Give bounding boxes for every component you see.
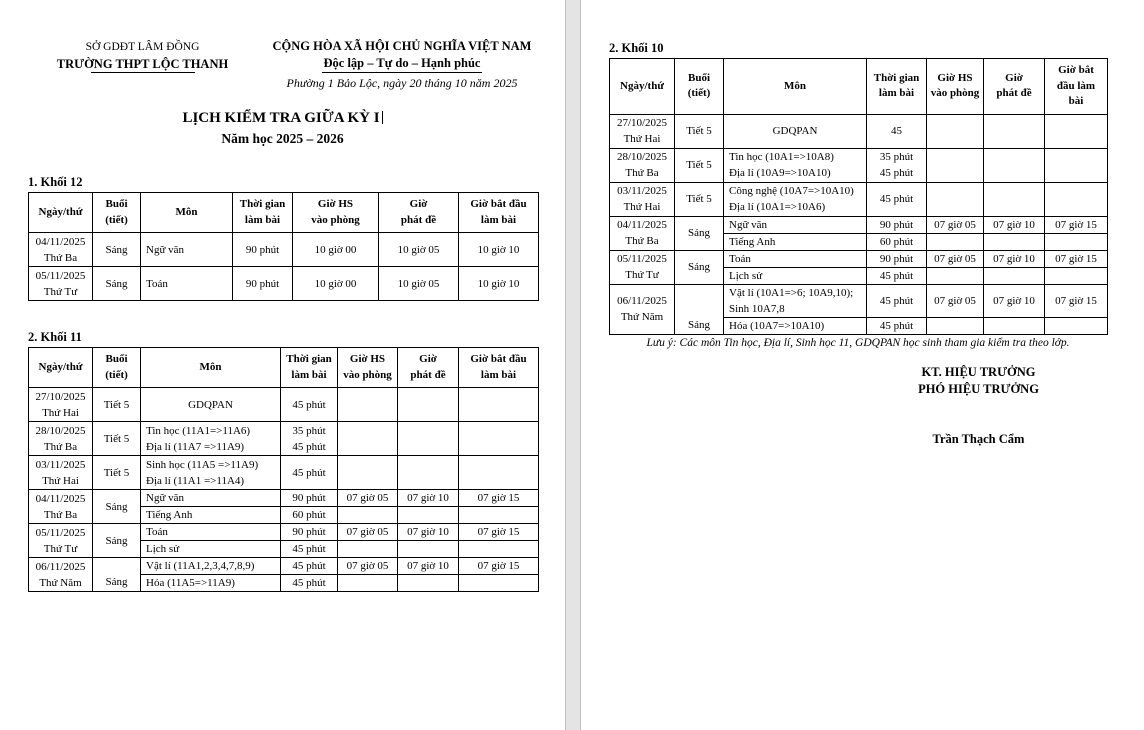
cell-session: Tiết 5 (675, 148, 724, 182)
cell-entry-time (338, 456, 398, 490)
cell-subject: Toán (141, 524, 281, 541)
column-header: Giờ HS vào phòng (927, 59, 984, 115)
cell-session: Sáng (93, 490, 141, 524)
cell-entry-time: 07 giờ 05 (338, 490, 398, 507)
cell-entry-time (338, 541, 398, 558)
cell-start-time (459, 422, 539, 456)
cell-session: Tiết 5 (675, 114, 724, 148)
cell-subject: GDQPAN (141, 388, 281, 422)
cell-date: 03/11/2025 Thứ Hai (29, 456, 93, 490)
cell-start-time (459, 388, 539, 422)
column-header: Giờ bắt đầu làm bài (459, 193, 539, 233)
cell-date: 04/11/2025 Thứ Ba (29, 233, 93, 267)
cell-subject: Hóa (11A5=>11A9) (141, 575, 281, 592)
cell-subject: Vật lí (10A1=>6; 10A9,10); Sinh 10A7,8 (724, 284, 867, 317)
cell-handout-time: 07 giờ 10 (984, 250, 1045, 267)
cell-start-time (459, 456, 539, 490)
cell-subject: Toán (724, 250, 867, 267)
cell-entry-time: 07 giờ 05 (927, 284, 984, 317)
cell-duration: 45 phút (867, 267, 927, 284)
cell-session: Sáng (93, 558, 141, 592)
national-motto-block (252, 38, 552, 91)
table-row (29, 233, 539, 267)
cell-duration: 45 phút (281, 558, 338, 575)
cell-start-time: 07 giờ 15 (1045, 250, 1108, 267)
cell-date: 06/11/2025 Thứ Năm (29, 558, 93, 592)
cell-start-time (1045, 317, 1108, 334)
exam-table-grade-12 (28, 192, 539, 301)
document-page-2 (581, 0, 1144, 730)
column-header: Buổi (tiết) (93, 193, 141, 233)
column-header: Môn (141, 193, 233, 233)
cell-subject: Hóa (10A7=>10A10) (724, 317, 867, 334)
org-department: SỞ GDĐT LÂM ĐỒNG (85, 41, 200, 53)
cell-session: Tiết 5 (93, 388, 141, 422)
cell-date: 04/11/2025 Thứ Ba (29, 490, 93, 524)
cell-start-time (1045, 114, 1108, 148)
cell-date: 05/11/2025 Thứ Tư (29, 524, 93, 558)
signer-authority: KT. HIỆU TRƯỞNG (921, 365, 1036, 379)
cell-date: 27/10/2025 Thứ Hai (29, 388, 93, 422)
document-page-1 (0, 0, 565, 730)
cell-handout-time (398, 507, 459, 524)
cell-date: 28/10/2025 Thứ Ba (29, 422, 93, 456)
cell-date: 27/10/2025 Thứ Hai (610, 114, 675, 148)
cell-date: 03/11/2025 Thứ Hai (610, 182, 675, 216)
cell-session: Tiết 5 (93, 422, 141, 456)
cell-start-time (1045, 233, 1108, 250)
cell-entry-time (338, 388, 398, 422)
cell-handout-time (398, 575, 459, 592)
cell-start-time: 10 giờ 10 (459, 233, 539, 267)
cell-handout-time: 10 giờ 05 (379, 267, 459, 301)
place-date-line: Phường 1 Bảo Lộc, ngày 20 tháng 10 năm 2025 (286, 76, 518, 90)
cell-session: Sáng (93, 524, 141, 558)
cell-session: Sáng (93, 233, 141, 267)
cell-entry-time (338, 507, 398, 524)
column-header: Môn (724, 59, 867, 115)
cell-entry-time: 10 giờ 00 (293, 233, 379, 267)
note-line: Lưu ý: Các môn Tin học, Địa lí, Sinh học 11, GDQPAN học sinh tham gia kiểm tra theo lớp. (646, 337, 1070, 349)
cell-handout-time (984, 182, 1045, 216)
cell-duration: 45 phút (867, 317, 927, 334)
cell-subject: Lịch sử (724, 267, 867, 284)
section-label-grade-11: 2. Khối 11 (28, 330, 82, 344)
column-header: Giờ bắt đầu làm bài (459, 348, 539, 388)
cell-handout-time (398, 388, 459, 422)
signature-block (856, 364, 1101, 448)
header-row (29, 348, 539, 388)
cell-start-time: 07 giờ 15 (459, 524, 539, 541)
cell-subject: Sinh học (11A5 =>11A9) Địa lí (11A1 =>11A4) (141, 456, 281, 490)
cell-start-time: 07 giờ 15 (1045, 216, 1108, 233)
cell-start-time (459, 575, 539, 592)
cell-entry-time (927, 317, 984, 334)
cell-duration: 45 phút (281, 541, 338, 558)
cell-duration: 45 phút (281, 456, 338, 490)
cell-subject: Ngữ văn (724, 216, 867, 233)
cell-handout-time (984, 233, 1045, 250)
signer-role: PHÓ HIỆU TRƯỞNG (918, 382, 1039, 396)
cell-subject: Tiếng Anh (141, 507, 281, 524)
table-row (610, 182, 1108, 216)
table-row (29, 490, 539, 507)
cell-duration: 45 phút (867, 182, 927, 216)
cell-duration: 90 phút (281, 524, 338, 541)
table-row (29, 388, 539, 422)
cell-entry-time: 07 giờ 05 (927, 216, 984, 233)
cell-subject: Toán (141, 267, 233, 301)
cell-subject: Tiếng Anh (724, 233, 867, 250)
cell-start-time (1045, 182, 1108, 216)
cell-subject: Lịch sử (141, 541, 281, 558)
exam-table-grade-11 (28, 347, 539, 592)
cell-start-time: 07 giờ 15 (1045, 284, 1108, 317)
table-row (610, 114, 1108, 148)
cell-handout-time: 07 giờ 10 (984, 284, 1045, 317)
cell-duration: 45 (867, 114, 927, 148)
cell-entry-time (338, 575, 398, 592)
cell-subject: GDQPAN (724, 114, 867, 148)
cell-duration: 35 phút 45 phút (281, 422, 338, 456)
cell-duration: 90 phút (233, 267, 293, 301)
cell-start-time: 10 giờ 10 (459, 267, 539, 301)
signer-name: Trần Thạch Cẩm (932, 432, 1025, 446)
cell-duration: 45 phút (867, 284, 927, 317)
cell-start-time: 07 giờ 15 (459, 490, 539, 507)
national-motto: Độc lập – Tự do – Hạnh phúc (322, 55, 483, 73)
column-header: Giờ bắt đầu làm bài (1045, 59, 1108, 115)
column-header: Ngày/thứ (610, 59, 675, 115)
school-year-subtitle: Năm học 2025 – 2026 (221, 131, 344, 146)
column-header: Buổi (tiết) (675, 59, 724, 115)
cell-start-time: 07 giờ 15 (459, 558, 539, 575)
column-header: Giờ phát đề (379, 193, 459, 233)
column-header: Giờ HS vào phòng (338, 348, 398, 388)
page-divider (565, 0, 581, 730)
cell-handout-time (984, 148, 1045, 182)
column-header: Giờ HS vào phòng (293, 193, 379, 233)
table-row (610, 216, 1108, 233)
cell-duration: 45 phút (281, 575, 338, 592)
cell-subject: Công nghệ (10A7=>10A10) Địa lí (10A1=>10A6) (724, 182, 867, 216)
cell-duration: 60 phút (867, 233, 927, 250)
table-row (29, 422, 539, 456)
cell-handout-time: 07 giờ 10 (984, 216, 1045, 233)
cell-handout-time (398, 422, 459, 456)
cell-duration: 60 phút (281, 507, 338, 524)
cell-entry-time (927, 148, 984, 182)
column-header: Thời gian làm bài (281, 348, 338, 388)
cell-entry-time (927, 267, 984, 284)
cell-handout-time (398, 541, 459, 558)
table-row (29, 456, 539, 490)
document-title-block (0, 109, 565, 147)
cell-subject: Vật lí (11A1,2,3,4,7,8,9) (141, 558, 281, 575)
column-header: Giờ phát đề (984, 59, 1045, 115)
cell-handout-time (984, 267, 1045, 284)
cell-handout-time (984, 317, 1045, 334)
cell-handout-time (984, 114, 1045, 148)
table-row (29, 558, 539, 575)
document-title (0, 109, 565, 127)
cell-entry-time (927, 114, 984, 148)
column-header: Ngày/thứ (29, 348, 93, 388)
table-row (610, 148, 1108, 182)
cell-entry-time (927, 182, 984, 216)
cell-session: Sáng (675, 216, 724, 250)
text-cursor (382, 111, 383, 124)
exam-table-grade-10 (609, 58, 1108, 335)
cell-entry-time (338, 422, 398, 456)
cell-duration: 90 phút (233, 233, 293, 267)
table-row (29, 267, 539, 301)
cell-subject: Tin học (10A1=>10A8) Địa lí (10A9=>10A10) (724, 148, 867, 182)
column-header: Thời gian làm bài (867, 59, 927, 115)
cell-session: Tiết 5 (675, 182, 724, 216)
cell-date: 04/11/2025 Thứ Ba (610, 216, 675, 250)
cell-session: Sáng (675, 250, 724, 284)
cell-entry-time: 07 giờ 05 (338, 558, 398, 575)
column-header: Buổi (tiết) (93, 348, 141, 388)
cell-entry-time (927, 233, 984, 250)
document-title-text: LỊCH KIỂM TRA GIỮA KỲ I (182, 110, 380, 126)
cell-session: Sáng (675, 284, 724, 334)
table-row (610, 250, 1108, 267)
cell-duration: 35 phút 45 phút (867, 148, 927, 182)
table-row (610, 284, 1108, 317)
cell-date: 28/10/2025 Thứ Ba (610, 148, 675, 182)
cell-handout-time (398, 456, 459, 490)
cell-entry-time: 07 giờ 05 (927, 250, 984, 267)
cell-entry-time: 07 giờ 05 (338, 524, 398, 541)
issuing-org-block (30, 40, 255, 73)
org-school-name: TRƯỜNG THPT LỘC THANH (56, 57, 229, 71)
cell-date: 06/11/2025 Thứ Năm (610, 284, 675, 334)
cell-subject: Ngữ văn (141, 490, 281, 507)
column-header: Môn (141, 348, 281, 388)
section-label-grade-12: 1. Khối 12 (28, 175, 83, 189)
column-header: Thời gian làm bài (233, 193, 293, 233)
cell-subject: Tin học (11A1=>11A6) Địa lí (11A7 =>11A9) (141, 422, 281, 456)
cell-date: 05/11/2025 Thứ Tư (29, 267, 93, 301)
header-row (29, 193, 539, 233)
cell-session: Sáng (93, 267, 141, 301)
cell-start-time (1045, 267, 1108, 284)
cell-subject: Ngữ văn (141, 233, 233, 267)
national-title: CỘNG HÒA XÃ HỘI CHỦ NGHĨA VIỆT NAM (272, 39, 532, 53)
cell-session: Tiết 5 (93, 456, 141, 490)
org-underline (91, 72, 195, 73)
cell-duration: 45 phút (281, 388, 338, 422)
header-row (610, 59, 1108, 115)
cell-start-time (459, 541, 539, 558)
cell-handout-time: 07 giờ 10 (398, 558, 459, 575)
cell-duration: 90 phút (867, 250, 927, 267)
table-row (29, 524, 539, 541)
cell-duration: 90 phút (281, 490, 338, 507)
cell-handout-time: 07 giờ 10 (398, 524, 459, 541)
cell-entry-time: 10 giờ 00 (293, 267, 379, 301)
cell-start-time (1045, 148, 1108, 182)
cell-duration: 90 phút (867, 216, 927, 233)
cell-start-time (459, 507, 539, 524)
column-header: Giờ phát đề (398, 348, 459, 388)
cell-handout-time: 07 giờ 10 (398, 490, 459, 507)
cell-handout-time: 10 giờ 05 (379, 233, 459, 267)
column-header: Ngày/thứ (29, 193, 93, 233)
section-label-grade-10: 2. Khối 10 (609, 41, 664, 55)
cell-date: 05/11/2025 Thứ Tư (610, 250, 675, 284)
